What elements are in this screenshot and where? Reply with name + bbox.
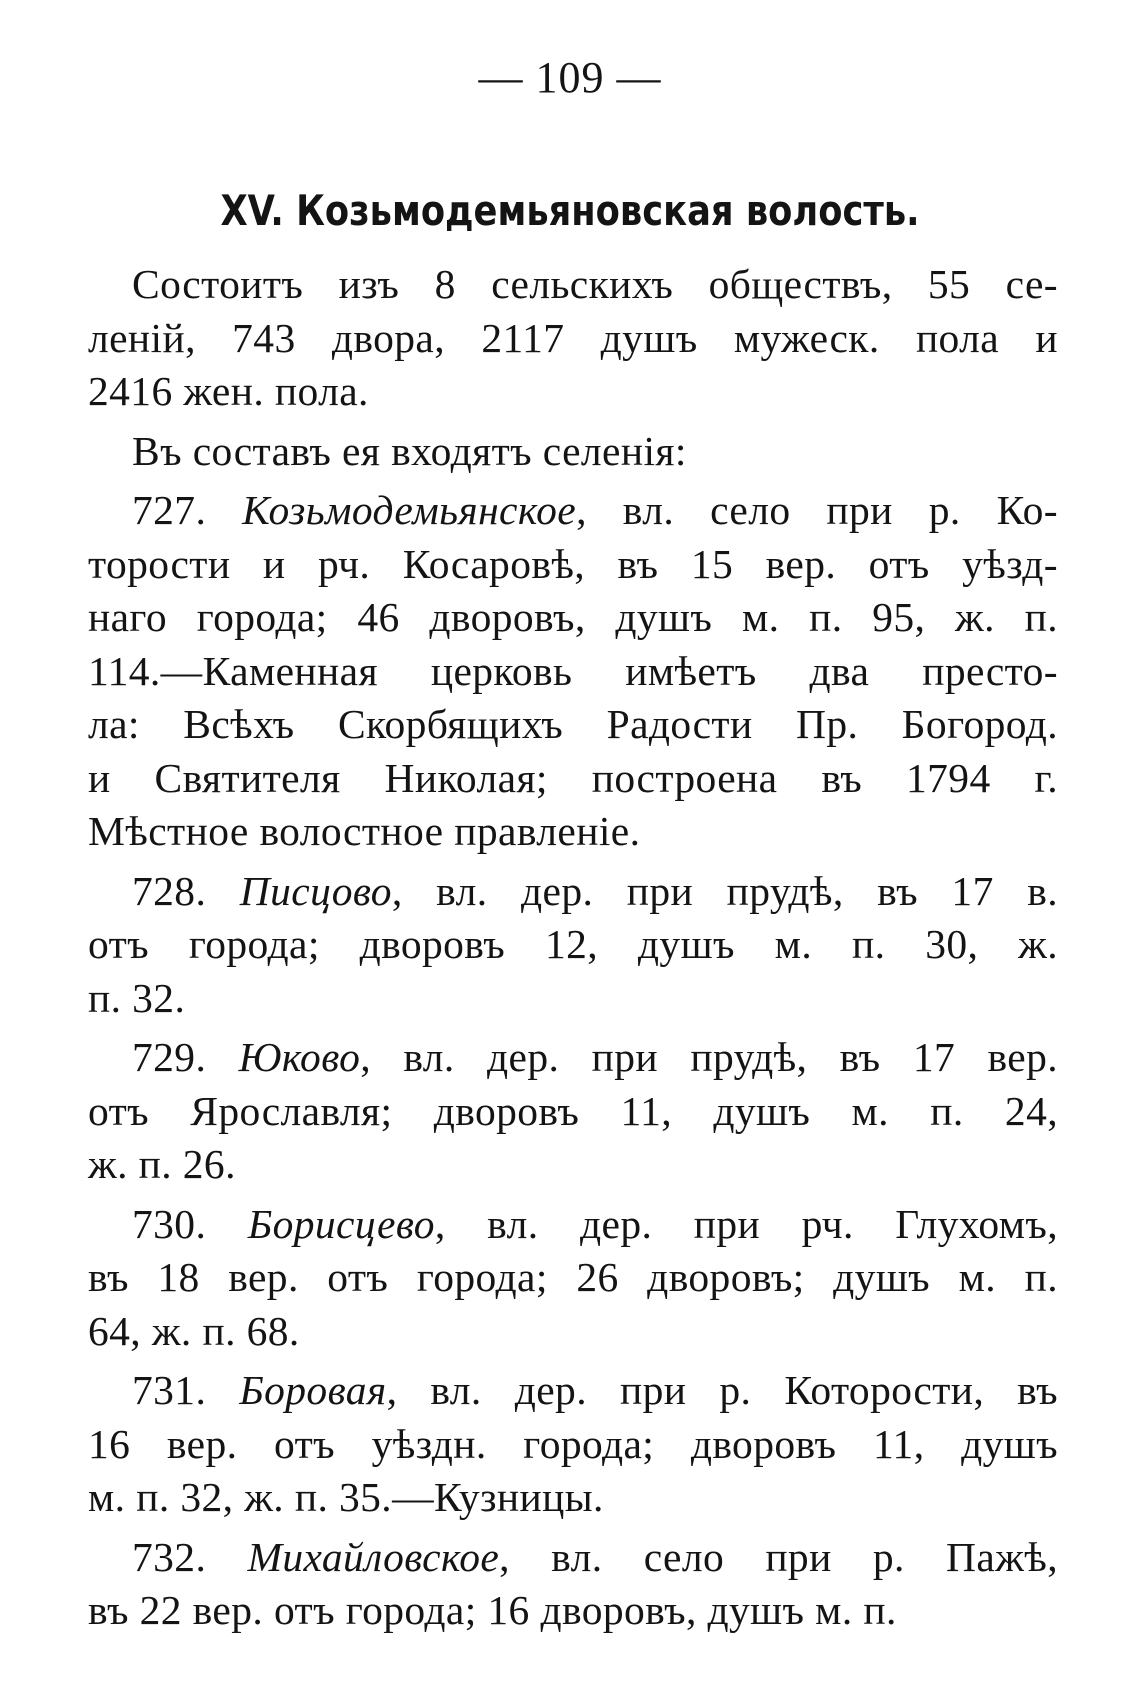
section-heading: XV. Козьмодемьяновская волость. (220, 186, 920, 235)
paragraph-first-line (88, 865, 1058, 919)
line-text: , вл. дер. при рч. Глухомъ, (434, 1200, 1059, 1247)
text-line (88, 312, 1058, 366)
text-line (88, 1138, 1058, 1192)
line-text: м. п. 32, ж. п. 35.—Кузницы. (88, 1474, 604, 1520)
line-text: Въ составъ ея входятъ селенія: (132, 427, 687, 474)
line-text: леній, 743 двора, 2117 душъ мужеск. пола и (88, 314, 1058, 361)
text-line (88, 538, 1058, 592)
text-line (88, 591, 1058, 645)
line-text: ж. п. 26. (88, 1141, 236, 1187)
paragraph-first-line (88, 258, 1058, 312)
text-line (88, 972, 1058, 1026)
line-text: наго города; 46 дворовъ, душъ м. п. 95, ж. п. (88, 594, 1058, 640)
settlement-name: Юково (238, 1034, 361, 1080)
entry-number: 731. (132, 1367, 240, 1413)
line-text: въ 18 вер. отъ города; 26 дворовъ; душъ м. п. (88, 1254, 1058, 1300)
text-line (88, 1418, 1058, 1472)
line-text: 114.—Каменная церковь имѣетъ два престо- (88, 647, 1058, 694)
line-text: , вл. село при р. Пажѣ, (499, 1533, 1058, 1580)
text-line (88, 365, 1058, 419)
settlement-name: Писцово (239, 867, 392, 914)
text-line (88, 1251, 1058, 1305)
paragraph-first-line (88, 1031, 1058, 1085)
line-text: ла: Всѣхъ Скорбящихъ Радости Пр. Богород. (88, 701, 1058, 747)
line-text: отъ города; дворовъ 12, душъ м. п. 30, ж. (88, 921, 1058, 967)
text-line (88, 698, 1058, 752)
text-line (88, 752, 1058, 806)
line-text: , вл. дер. при прудѣ, въ 17 вер. (360, 1034, 1058, 1080)
paragraph-first-line (88, 1531, 1058, 1585)
text-line (88, 645, 1058, 699)
text-line (88, 918, 1058, 972)
entry-number: 729. (132, 1034, 239, 1080)
paragraph-first-line (88, 1364, 1058, 1418)
line-text: Мѣстное волостное правленіе. (88, 808, 641, 854)
page-number: — 109 — (478, 53, 662, 102)
line-text: 2416 жен. пола. (88, 368, 369, 414)
line-text: 16 вер. отъ уѣздн. города; дворовъ 11, душъ (88, 1420, 1058, 1467)
settlement-name: Борисцево (247, 1200, 435, 1247)
line-text: 64, ж. п. 68. (88, 1307, 300, 1354)
text-line (88, 1584, 1058, 1638)
text-line (88, 1305, 1058, 1359)
line-text: отъ Ярославля; дворовъ 11, душъ м. п. 24, (88, 1087, 1058, 1134)
line-text: , вл. село при р. Ко- (576, 487, 1058, 533)
entry-number: 732. (132, 1533, 248, 1580)
text-line (88, 805, 1058, 859)
line-text: въ 22 вер. отъ города; 16 дворовъ, душъ м. п. (88, 1587, 897, 1633)
line-text: и Святителя Николая; построена въ 1794 г. (88, 754, 1058, 801)
line-text: п. 32. (88, 974, 186, 1021)
line-text: торости и рч. Косаровѣ, въ 15 вер. отъ уѣзд- (88, 540, 1058, 587)
line-text: Состоитъ изъ 8 сельскихъ обществъ, 55 се- (132, 261, 1058, 307)
entry-number: 728. (132, 867, 240, 914)
paragraph-first-line (88, 484, 1058, 538)
line-text: , вл. дер. при прудѣ, въ 17 в. (391, 867, 1058, 914)
text-line (88, 1471, 1058, 1525)
paragraph-first-line (88, 1198, 1058, 1252)
line-text: , вл. дер. при р. Которости, въ (386, 1367, 1058, 1413)
settlement-name: Козьмодемьянское (242, 487, 577, 533)
entry-number: 727. (132, 487, 243, 533)
settlement-name: Боровая (239, 1367, 387, 1413)
entry-number: 730. (132, 1200, 248, 1247)
page-body (88, 258, 1058, 1638)
paragraph-first-line (88, 425, 1058, 479)
settlement-name: Михайловское (247, 1533, 500, 1580)
text-line (88, 1085, 1058, 1139)
